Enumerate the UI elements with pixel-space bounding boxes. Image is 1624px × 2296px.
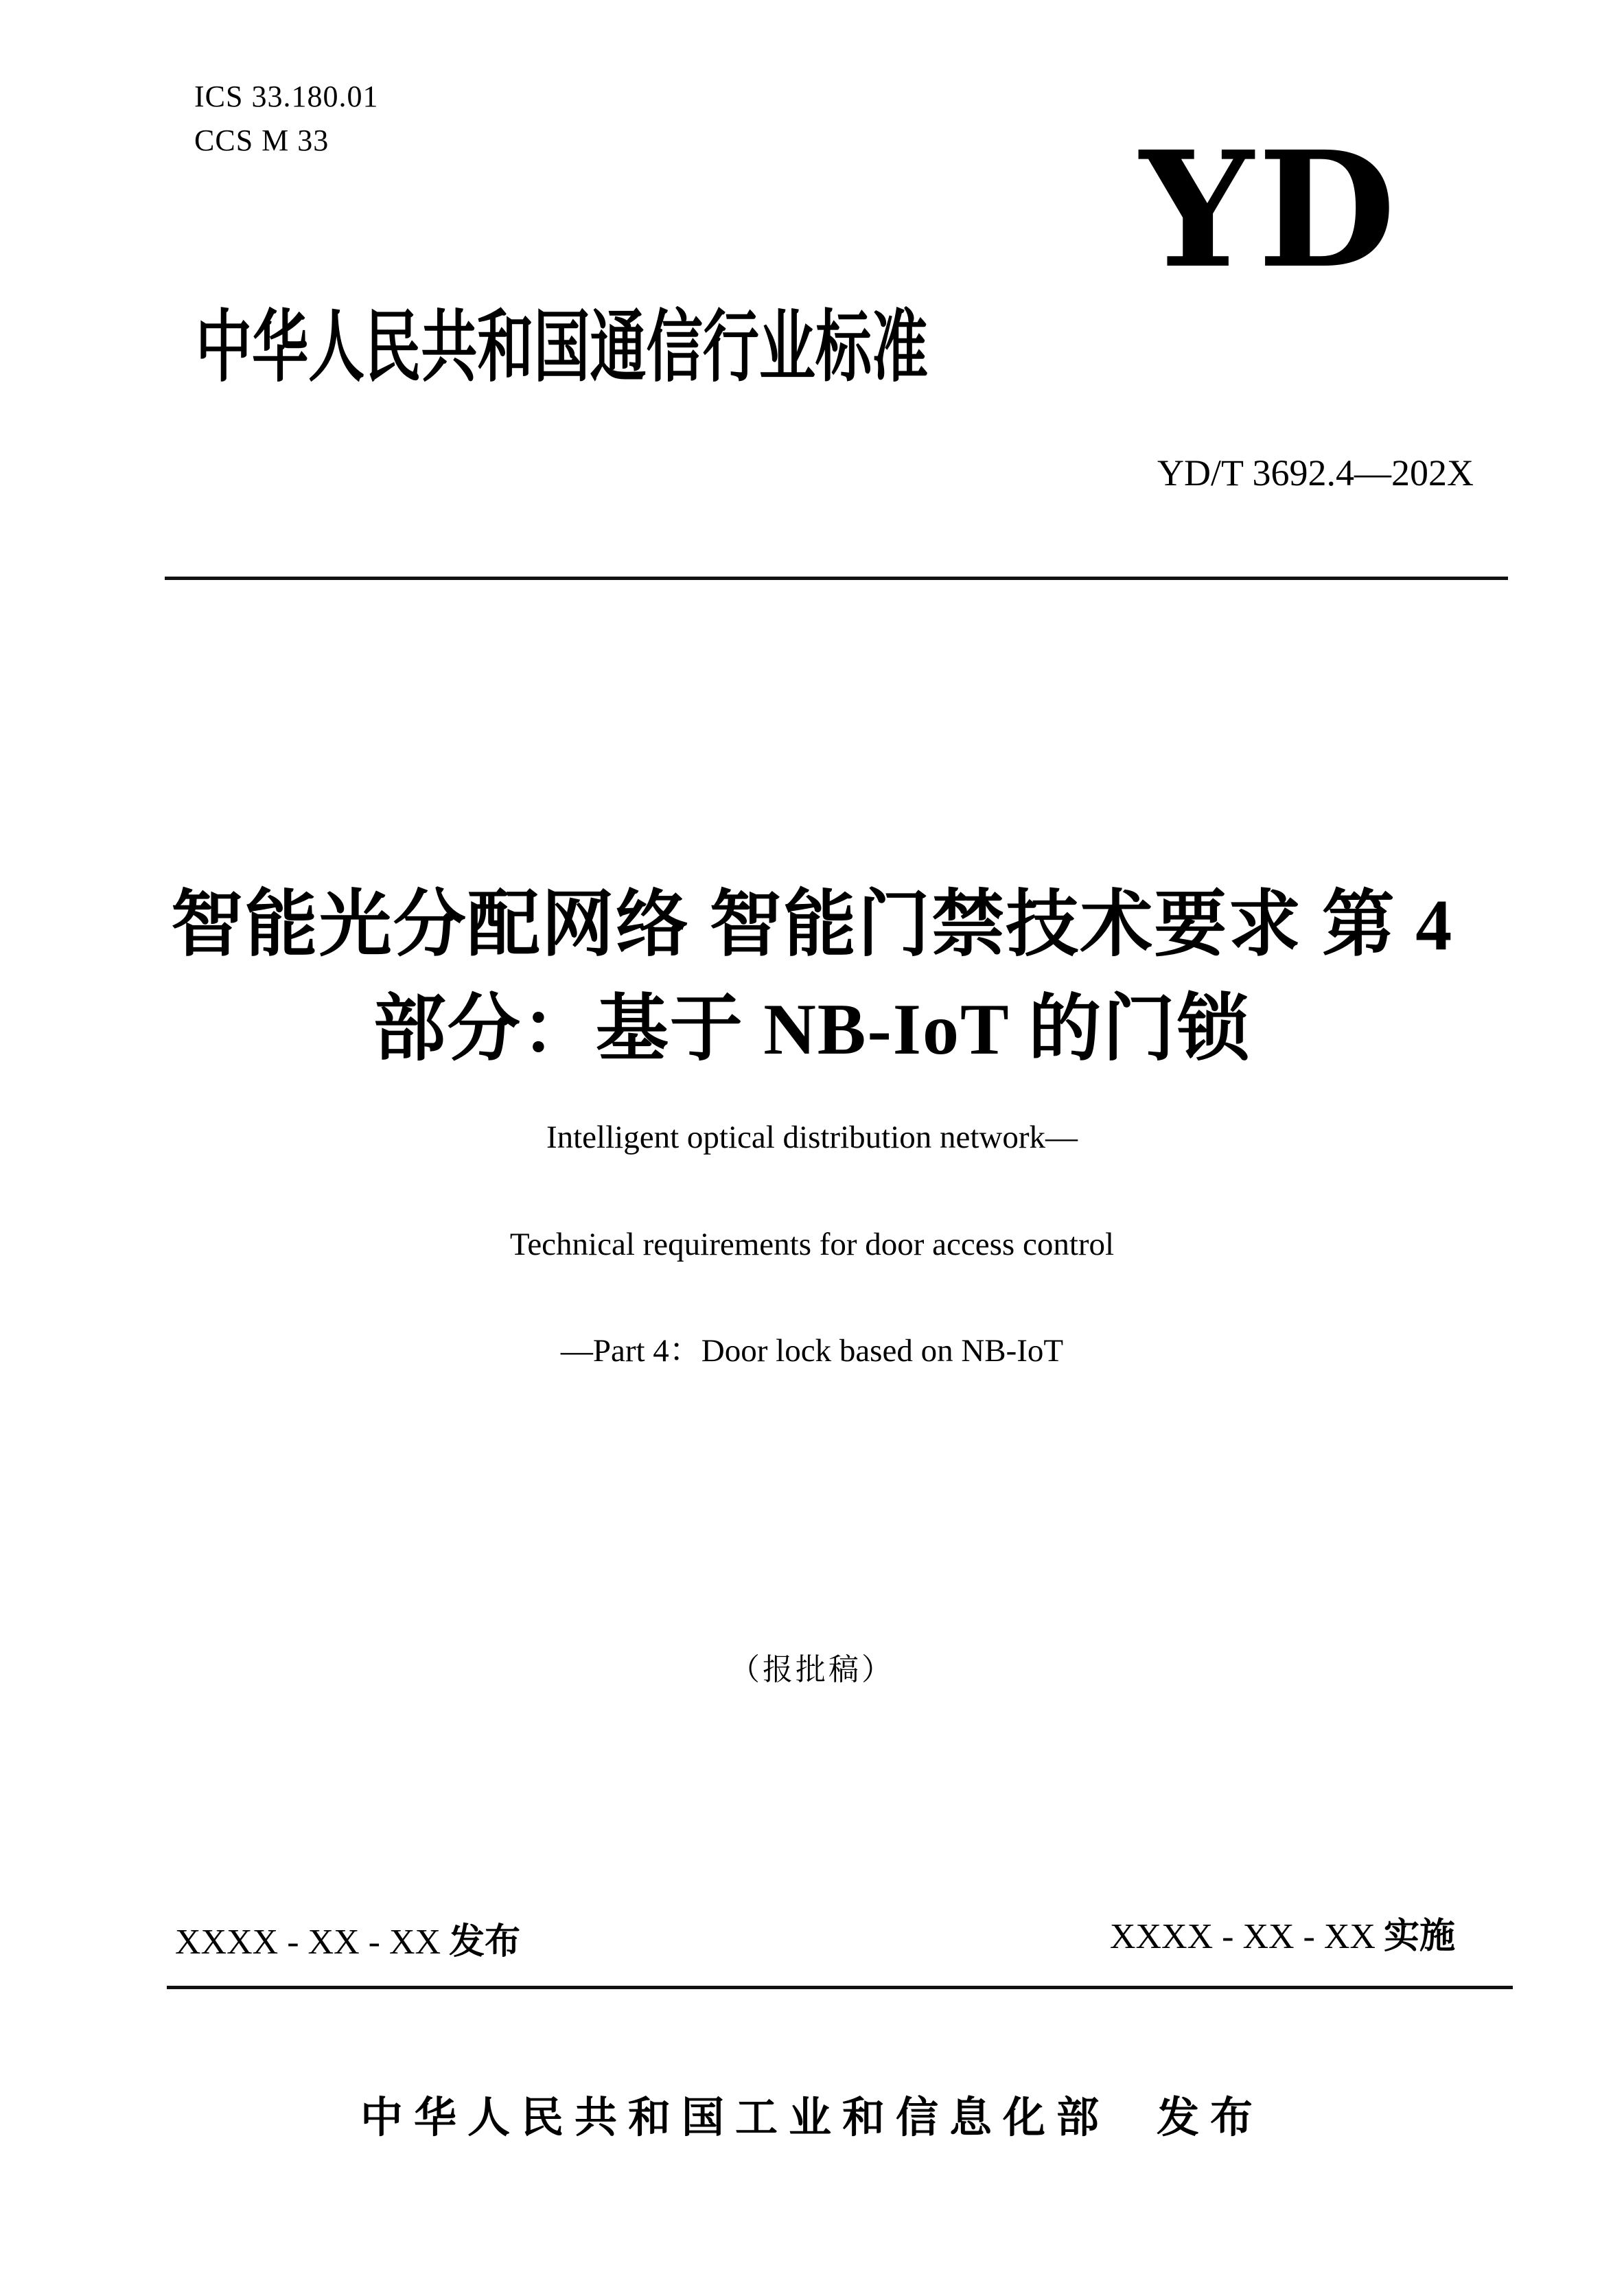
implement-date-value: XXXX - XX - XX bbox=[1109, 1917, 1376, 1956]
ics-code: ICS 33.180.01 bbox=[194, 80, 379, 113]
yd-logo: YD bbox=[1139, 116, 1400, 303]
issue-date-line bbox=[175, 1922, 520, 1962]
ccs-code: CCS M 33 bbox=[194, 124, 329, 157]
issue-date-label: 发布 bbox=[449, 1922, 521, 1962]
publisher-name: 中华人民共和国工业和信息化部 bbox=[360, 2094, 1110, 2142]
publisher-line bbox=[0, 2095, 1624, 2142]
english-subtitle-line-1: Intelligent optical distribution network— bbox=[546, 1120, 1078, 1155]
footer-divider-line bbox=[167, 1986, 1513, 1989]
implement-date-line bbox=[824, 1916, 1455, 1957]
title-line-1: 智能光分配网络 智能门禁技术要求 第 4 bbox=[170, 885, 1454, 965]
standard-type-heading: 中华人民共和国通信行业标准 bbox=[196, 304, 929, 391]
document-title bbox=[0, 873, 1624, 1082]
english-subtitle-line-3: —Part 4：Door lock based on NB-IoT bbox=[560, 1333, 1064, 1369]
title-line-2: 部分：基于 NB-IoT 的门锁 bbox=[373, 989, 1251, 1069]
header-divider-line bbox=[165, 577, 1508, 580]
draft-status-note: （报批稿） bbox=[730, 1653, 894, 1686]
issue-date-value: XXXX - XX - XX bbox=[175, 1923, 441, 1962]
english-subtitle-line-2: Technical requirements for door access control bbox=[509, 1227, 1115, 1262]
publisher-action-label: 发布 bbox=[1157, 2094, 1264, 2142]
document-number: YD/T 3692.4—202X bbox=[1157, 452, 1474, 494]
implement-date-label: 实施 bbox=[1383, 1916, 1455, 1956]
